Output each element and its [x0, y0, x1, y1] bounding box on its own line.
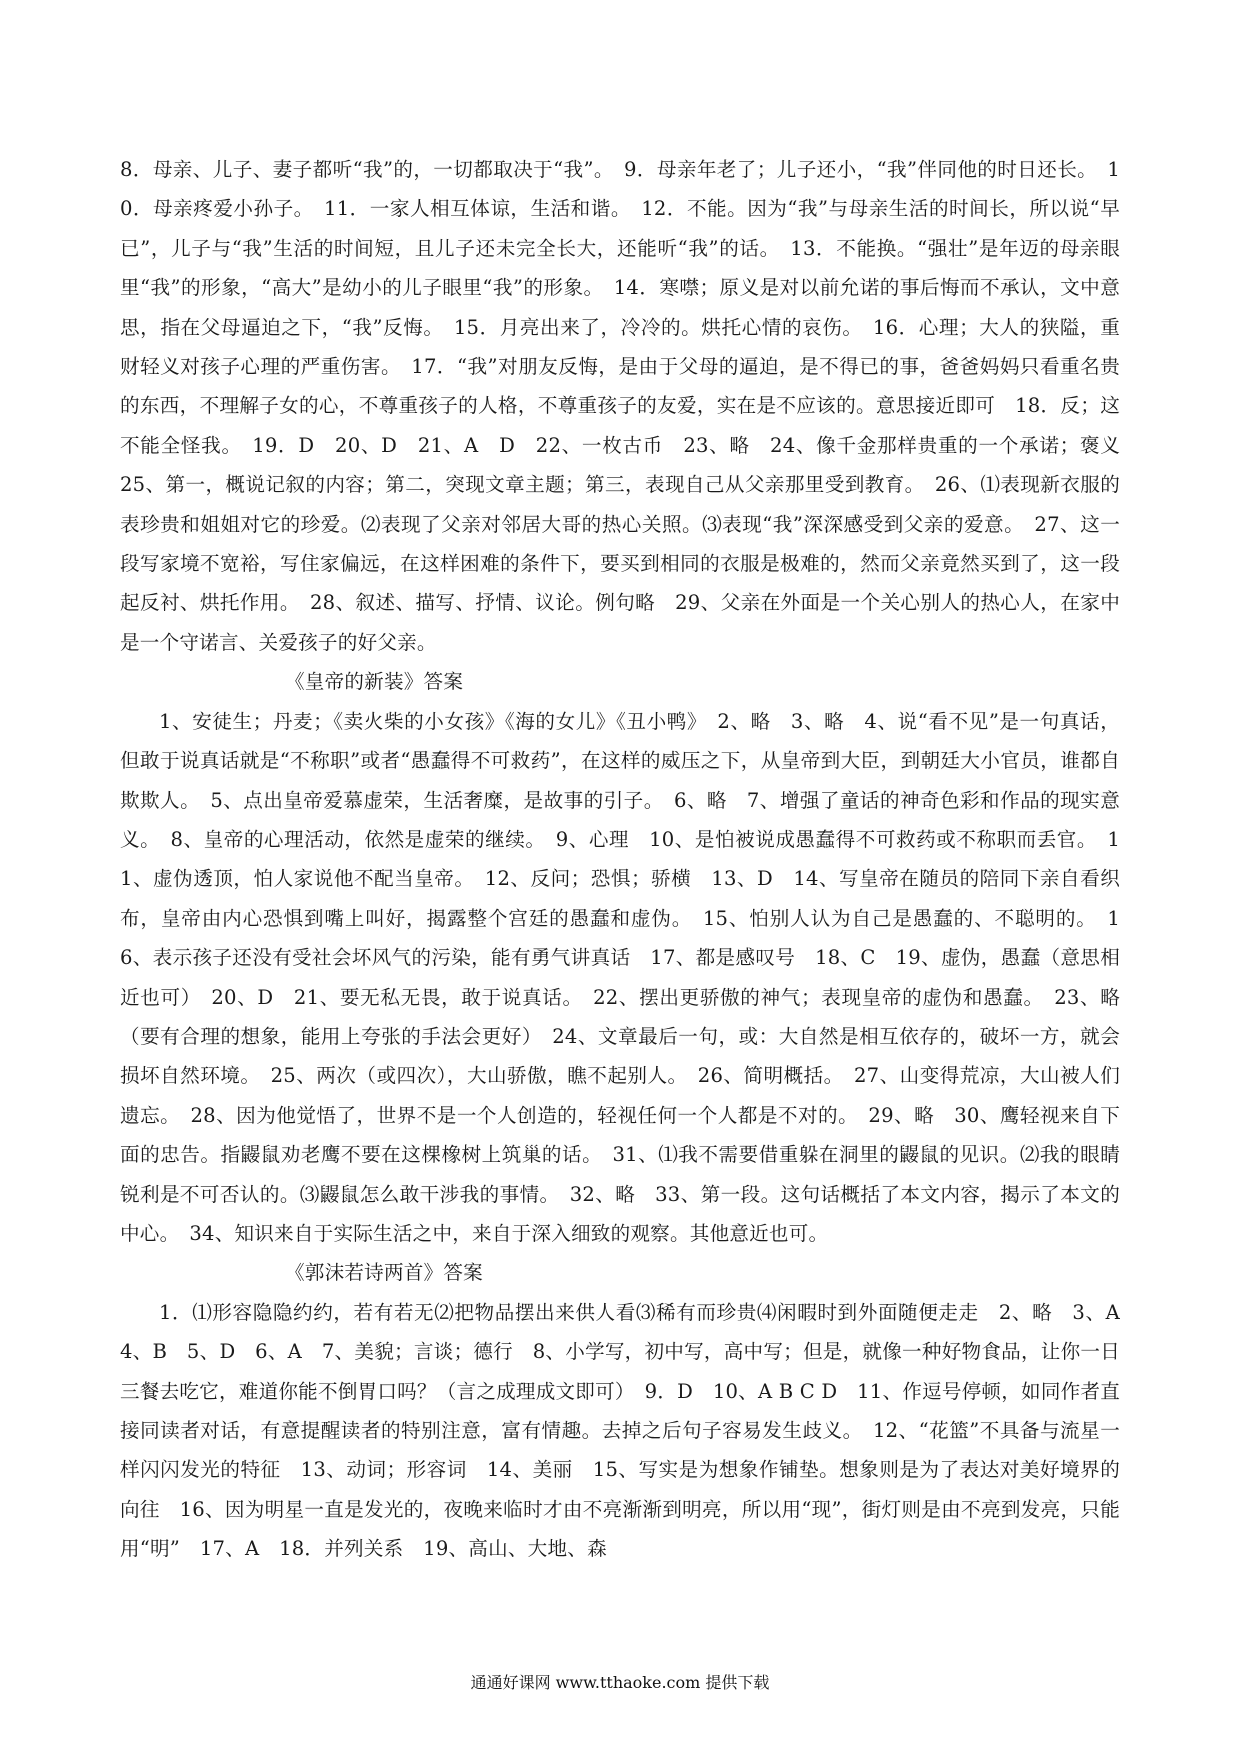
answers-paragraph-guomoruo: 1．⑴形容隐隐约约，若有若无⑵把物品摆出来供人看⑶稀有而珍贵⑷闲暇时到外面随便走走 2、略 3、A 4、B 5、D 6、A 7、美貌；言谈；德行 8、小学写，初中写，高中写；但是，就像一种好物食品，让你一日三餐去吃它，难道你能不倒胃口吗？（言之成理成文即可） 9．D 10、A B C D 11、作逗号停顿，如同作者直接同读者对话，有意提醒读者的特别注意，富有情趣。去掉之后句子容易发生歧义。 12、“花篮”不具备与流星一样闪闪发光的特征 13、动词；形容词 14、美丽 15、写实是为想象作铺垫。想象则是为了表达对美好境界的向往 16、因为明星一直是发光的，夜晚来临时才由不亮渐渐到明亮，所以用“现”，街灯则是由不亮到发亮，只能用“明” 17、A 18．并列关系 19、高山、大地、森	[120, 1300, 1140, 1561]
answers-paragraph-1: 8．母亲、儿子、妻子都听“我”的，一切都取决于“我”。 9．母亲年老了；儿子还小，“我”伴同他的时日还长。 10．母亲疼爱小孙子。 11．一家人相互体谅，生活和谐。 12．不能。因为“我”与母亲生活的时间长，所以说“早已”，儿子与“我”生活的时间短，且儿子还未完全长大，还能听“我”的话。 13．不能换。“强壮”是年迈的母亲眼里“我”的形象，“高大”是幼小的儿子眼里“我”的形象。 14．寒噤；原义是对以前允诺的事后悔而不承认，文中意思，指在父母逼迫之下，“我”反悔。 15．月亮出来了，冷冷的。烘托心情的哀伤。 16．心理；大人的狭隘，重财轻义对孩子心理的严重伤害。 17．“我”对朋友反悔，是由于父母的逼迫，是不得已的事，爸爸妈妈只看重名贵的东西，不理解子女的心，不尊重孩子的人格，不尊重孩子的友爱，实在是不应该的。意思接近即可 18．反；这不能全怪我。 19．D 20、D 21、A D 22、一枚古币 23、略 24、像千金那样贵重的一个承诺；褒义 25、第一，概说记叙的内容；第二，突现文章主题；第三，表现自己从父亲那里受到教育。 26、⑴表现新衣服的表珍贵和姐姐对它的珍爱。⑵表现了父亲对邻居大哥的热心关照。⑶表现“我”深深感受到父亲的爱意。 27、这一段写家境不宽裕，写住家偏远，在这样困难的条件下，要买到相同的衣服是极难的，然而父亲竟然买到了，这一段起反衬、烘托作用。 28、叙述、描写、抒情、议论。例句略 29、父亲在外面是一个关心别人的热心人，在家中是一个守诺言、关爱孩子的好父亲。	[120, 158, 1140, 654]
page-footer: 通通好课网 www.tthaoke.com 提供下载	[470, 1673, 770, 1692]
section-title-guomoruo: 《郭沫若诗两首》答案	[285, 1261, 483, 1285]
document-page	[120, 150, 1140, 1569]
answers-paragraph-emperor: 1、安徒生；丹麦；《卖火柴的小女孩》《海的女儿》《丑小鸭》 2、略 3、略 4、说“看不见”是一句真话，但敢于说真话就是“不称职”或者“愚蠢得不可救药”，在这样的威压之下，从皇帝到大臣，到朝廷大小官员，谁都自欺欺人。 5、点出皇帝爱慕虚荣，生活奢糜，是故事的引子。 6、略 7、增强了童话的神奇色彩和作品的现实意义。 8、皇帝的心理活动，依然是虚荣的继续。 9、心理 10、是怕被说成愚蠢得不可救药或不称职而丢官。 11、虚伪透顶，怕人家说他不配当皇帝。 12、反问；恐惧；骄横 13、D 14、写皇帝在随员的陪同下亲自看织布，皇帝由内心恐惧到嘴上叫好，揭露整个宫廷的愚蠢和虚伪。 15、怕别人认为自己是愚蠢的、不聪明的。 16、表示孩子还没有受社会坏风气的污染，能有勇气讲真话 17、都是感叹号 18、C 19、虚伪，愚蠢（意思相近也可） 20、D 21、要无私无畏，敢于说真话。 22、摆出更骄傲的神气；表现皇帝的虚伪和愚蠢。 23、略（要有合理的想象，能用上夸张的手法会更好） 24、文章最后一句，或：大自然是相互依存的，破坏一方，就会损坏自然环境。 25、两次（或四次），大山骄傲，瞧不起别人。 26、简明概括。 27、山变得荒凉，大山被人们遗忘。 28、因为他觉悟了，世界不是一个人创造的，轻视任何一个人都是不对的。 29、略 30、鹰轻视来自下面的忠告。指鼹鼠劝老鹰不要在这棵橡树上筑巢的话。 31、⑴我不需要借重躲在洞里的鼹鼠的见识。⑵我的眼睛锐利是不可否认的。⑶鼹鼠怎么敢干涉我的事情。 32、略 33、第一段。这句话概括了本文内容，揭示了本文的中心。 34、知识来自于实际生活之中，来自于深入细致的观察。其他意近也可。	[120, 709, 1120, 1245]
section-title-emperor: 《皇帝的新装》答案	[285, 670, 464, 694]
